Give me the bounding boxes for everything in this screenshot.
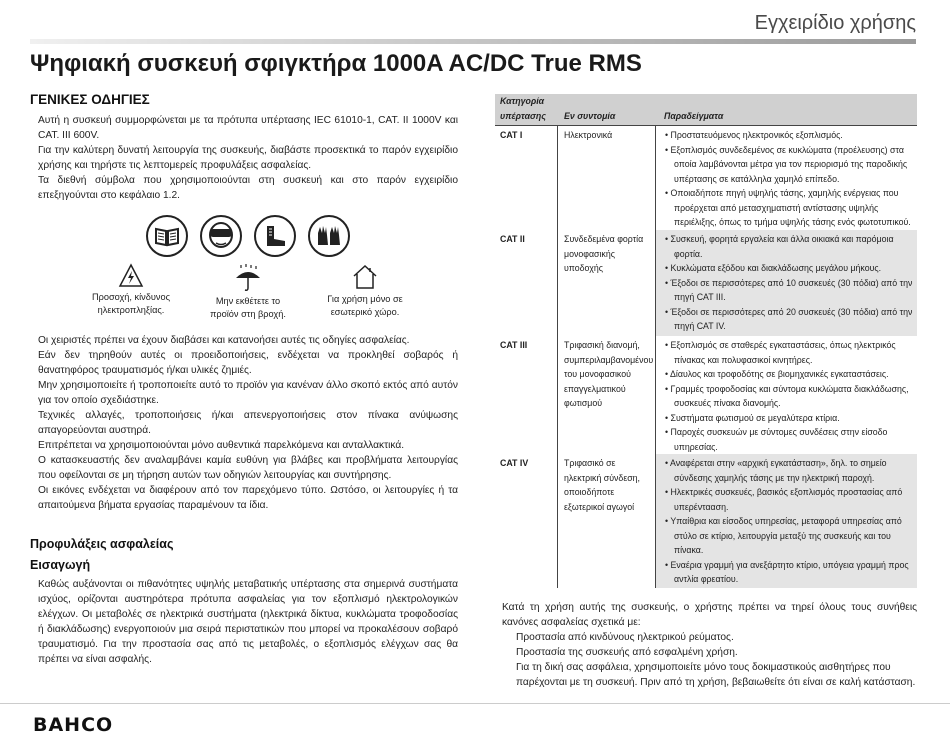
paragraph: Αυτή η συσκευή συμμορφώνεται με τα πρότυπα υπέρτασης IEC 61010-1, CAT. II 1000V και CAT. III 600V. xyxy=(38,115,458,141)
warning-label: Προσοχή, κίνδυνος ηλεκτροπληξίας. xyxy=(91,292,171,315)
house-icon xyxy=(351,263,379,291)
column-header: Κατηγορία υπέρτασης xyxy=(500,96,546,121)
general-instructions xyxy=(30,92,458,667)
table-cell: Τριφασικό σε ηλεκτρική σύνδεση, οποιοδήποτε εξωτερικοί αγωγοί xyxy=(558,454,656,588)
table-cell: CAT II xyxy=(495,230,558,336)
electric-shock-icon xyxy=(118,263,144,289)
list-item: Προστασία από κινδύνους ηλεκτρικού ρεύματος. xyxy=(516,632,734,643)
footer-divider xyxy=(0,703,950,704)
paragraph: Ο κατασκευαστής δεν αναλαμβάνει καμία ευθύνη για βλάβες και προβλήματα λειτουργίας που οφείλονται σε μη τήρηση αυτών των οδηγιών λειτουργίας και συντήρησης. xyxy=(38,455,458,481)
warning-label: Για χρήση μόνο σε εσωτερικό χώρο. xyxy=(327,294,403,317)
paragraph: Τα διεθνή σύμβολα που χρησιμοποιούνται στη συσκευή και στο παρόν εγχειρίδιο επεξηγούνται στο κεφάλαιο 1.2. xyxy=(38,175,458,201)
paragraph: Για την καλύτερη δυνατή λειτουργία της συσκευής, διαβάστε προσεκτικά το παρόν εγχειρίδιο χρήσης και τηρήστε τις λεπτομερείς προφυλάξεις ασφαλείας. xyxy=(38,145,458,171)
table-cell: CAT I xyxy=(495,126,558,230)
overvoltage-table xyxy=(495,94,917,588)
table-cell: Συνδεδεμένα φορτία μονοφασικής υποδοχής xyxy=(558,230,656,336)
list-item: • Δίαυλος και τροφοδότης σε βιομηχανικές εγκαταστάσεις. xyxy=(664,367,917,382)
table-cell: Τριφασική διανομή, συμπεριλαμβανομένου του μονοφασικού επαγγελματικού φωτισμού xyxy=(558,336,656,454)
warning-rain xyxy=(206,263,291,321)
intro-heading: Εισαγωγή xyxy=(30,558,91,572)
list-item: • Συσκευή, φορητά εργαλεία και άλλα οικιακά και παρόμοια φορτία. xyxy=(664,232,917,261)
bahco-logo: BAHCO xyxy=(33,714,114,736)
table-row xyxy=(495,126,917,230)
paragraph: Κατά τη χρήση αυτής της συσκευής, ο χρήστης πρέπει να τηρεί όλους τους συνήθεις κανόνες ασφαλείας σχετικά με: xyxy=(502,602,917,628)
paragraph: Τεχνικές αλλαγές, τροποποιήσεις ή/και απενεργοποιήσεις στον πίνακα ανύψωσης απαγορεύονται αυστηρά. xyxy=(38,410,458,436)
table-cell: CAT III xyxy=(495,336,558,454)
paragraph: Οι χειριστές πρέπει να έχουν διαβάσει και κατανοήσει αυτές τις οδηγίες ασφαλείας. xyxy=(38,335,410,346)
column-header: Παραδείγματα xyxy=(664,110,724,121)
list-item: Για τη δική σας ασφάλεια, χρησιμοποιείτε μόνο τους δοκιμαστικούς αισθητήρες που παρέχονται με τη συσκευή. Πριν από τη χρήση, βεβαιωθείτε ότι είναι σε καλή κατάσταση. xyxy=(516,662,916,688)
list-item: • Ηλεκτρικές συσκευές, βασικός εξοπλισμός προστασίας από υπερέντααση. xyxy=(664,485,917,514)
goggles-icon xyxy=(200,215,242,257)
column-header: Εν συντομία xyxy=(564,110,616,121)
warning-symbols xyxy=(38,263,458,321)
general-heading: ΓΕΝΙΚΕΣ ΟΔΗΓΙΕΣ xyxy=(30,92,150,107)
list-item: Προστασία της συσκευής από εσφαλμένη χρήση. xyxy=(516,647,738,658)
warning-label: Μην εκθέτετε το προϊόν στη βροχή. xyxy=(210,296,286,319)
table-row xyxy=(495,230,917,336)
gloves-icon xyxy=(308,215,350,257)
page-title: Ψηφιακή συσκευή σφιγκτήρα 1000A AC/DC True RMS xyxy=(30,50,642,77)
paragraph: Μην χρησιμοποιείτε ή τροποποιείτε αυτό το προϊόν για κανέναν άλλο σκοπό εκτός από αυτόν για τον οποίο σχεδιάστηκε. xyxy=(38,380,458,406)
table-row xyxy=(495,336,917,454)
manual-title: Εγχειρίδιο χρήσης xyxy=(754,12,916,34)
table-cell: CAT IV xyxy=(495,454,558,588)
list-item: • Συστήματα φωτισμού σε μεγαλύτερα κτίρια. xyxy=(664,411,917,426)
table-cell: Ηλεκτρονικά xyxy=(558,126,656,230)
list-item: • Εξοπλισμός συνδεδεμένος σε κυκλώματα (προέλευσης) στα οποία λαμβάνονται μέτρα για τον περιορισμό της παροδικής υπέρτασης σε κατάλληλα χαμηλό επίπεδο. xyxy=(664,143,917,187)
list-item: • Προστατευόμενος ηλεκτρονικός εξοπλισμός. xyxy=(664,128,917,143)
safety-heading: Προφυλάξεις ασφαλείας xyxy=(30,537,174,551)
table-cell xyxy=(656,454,917,588)
ppe-icons xyxy=(38,215,458,257)
list-item: • Έξοδοι σε περισσότερες από 20 συσκευές (30 πόδια) από την πηγή CAT IV. xyxy=(664,305,917,334)
paragraph: Επιτρέπεται να χρησιμοποιούνται μόνο αυθεντικά παρελκόμενα και ανταλλακτικά. xyxy=(38,440,405,451)
list-item: • Έξοδοι σε περισσότερες από 10 συσκευές (30 πόδια) από την πηγή CAT III. xyxy=(664,276,917,305)
list-item: • Εναέρια γραμμή για ανεξάρτητο κτίριο, υπόγεια γραμμή προς αντλία φρεατίου. xyxy=(664,558,917,587)
list-item: • Εξοπλισμός σε σταθερές εγκαταστάσεις, όπως ηλεκτρικός πίνακας και πολυφασικοί κινητήρες. xyxy=(664,338,917,367)
paragraph: Οι εικόνες ενδέχεται να διαφέρουν από τον παρεχόμενο τύπο. Ωστόσο, οι λειτουργίες ή τα απαιτούμενα βήματα εργασίας παραμένουν τα ίδια. xyxy=(38,485,458,511)
safety-boots-icon xyxy=(254,215,296,257)
table-header xyxy=(495,94,917,126)
table-cell xyxy=(656,336,917,454)
paragraph: Εάν δεν τηρηθούν αυτές οι προειδοποιήσεις, ενδέχεται να προκληθεί σοβαρός ή θανατηφόρος τραυματισμός ή/και υλικές ζημιές. xyxy=(38,350,458,376)
warning-indoor xyxy=(323,263,408,321)
table-row xyxy=(495,454,917,588)
paragraph: Καθώς αυξάνονται οι πιθανότητες υψηλής μεταβατικής υπέρτασης στα σημερινά συστήματα ισχύος, ορίζονται αυστηρότερα πρότυπα ασφαλείας για τον εξοπλισμό ηλεκτρολογικών ελέγχων. Οι μεταβολές σε ηλεκτρικά συστήματα (ηλεκτρικά δίκτυα, κυκλώματα τροφοδοσίας ή διακλάδωσης) ενεργοποιούν μια σειρά περιστατικών που μπορεί να προκαλέσουν σοβαρό τραυματισμό. Για την προστασία σας από τις μεταβολές, ο εξοπλισμός ελέγχων σας θα πρέπει να είναι ασφαλής. xyxy=(38,579,458,665)
list-item: • Οποιαδήποτε πηγή υψηλής τάσης, χαμηλής ενέργειας που προέρχεται από μετασχηματιστή αντίστασης υψηλής περιέλιξης, όπως το τμήμα υψηλής τάσης ενός φωτοτυπικού. xyxy=(664,186,917,230)
list-item: • Κυκλώματα εξόδου και διακλάδωσης μεγάλου μήκους. xyxy=(664,261,917,276)
safety-rules xyxy=(502,600,917,690)
list-item: • Αναφέρεται στην «αρχική εγκατάσταση», δηλ. το σημείο σύνδεσης χαμηλής τάσης με την ηλεκτρική παροχή. xyxy=(664,456,917,485)
warning-electric xyxy=(89,263,174,321)
list-item: • Υπαίθρια και είσοδος υπηρεσίας, μεταφορά υπηρεσίας από στύλο σε κτίριο, λειτουργία μεταξύ της συσκευής και του πίνακα. xyxy=(664,514,917,558)
list-item: • Γραμμές τροφοδοσίας και σύντομα κυκλώματα διακλάδωσης, συσκευές πίνακα διανομής. xyxy=(664,382,917,411)
manual-icon xyxy=(146,215,188,257)
header-divider xyxy=(30,39,916,44)
list-item: • Παροχές συσκευών με σύντομες συνδέσεις στην είσοδο υπηρεσίας. xyxy=(664,425,917,454)
table-cell xyxy=(656,230,917,336)
table-cell xyxy=(656,126,917,230)
umbrella-rain-icon xyxy=(233,263,263,293)
